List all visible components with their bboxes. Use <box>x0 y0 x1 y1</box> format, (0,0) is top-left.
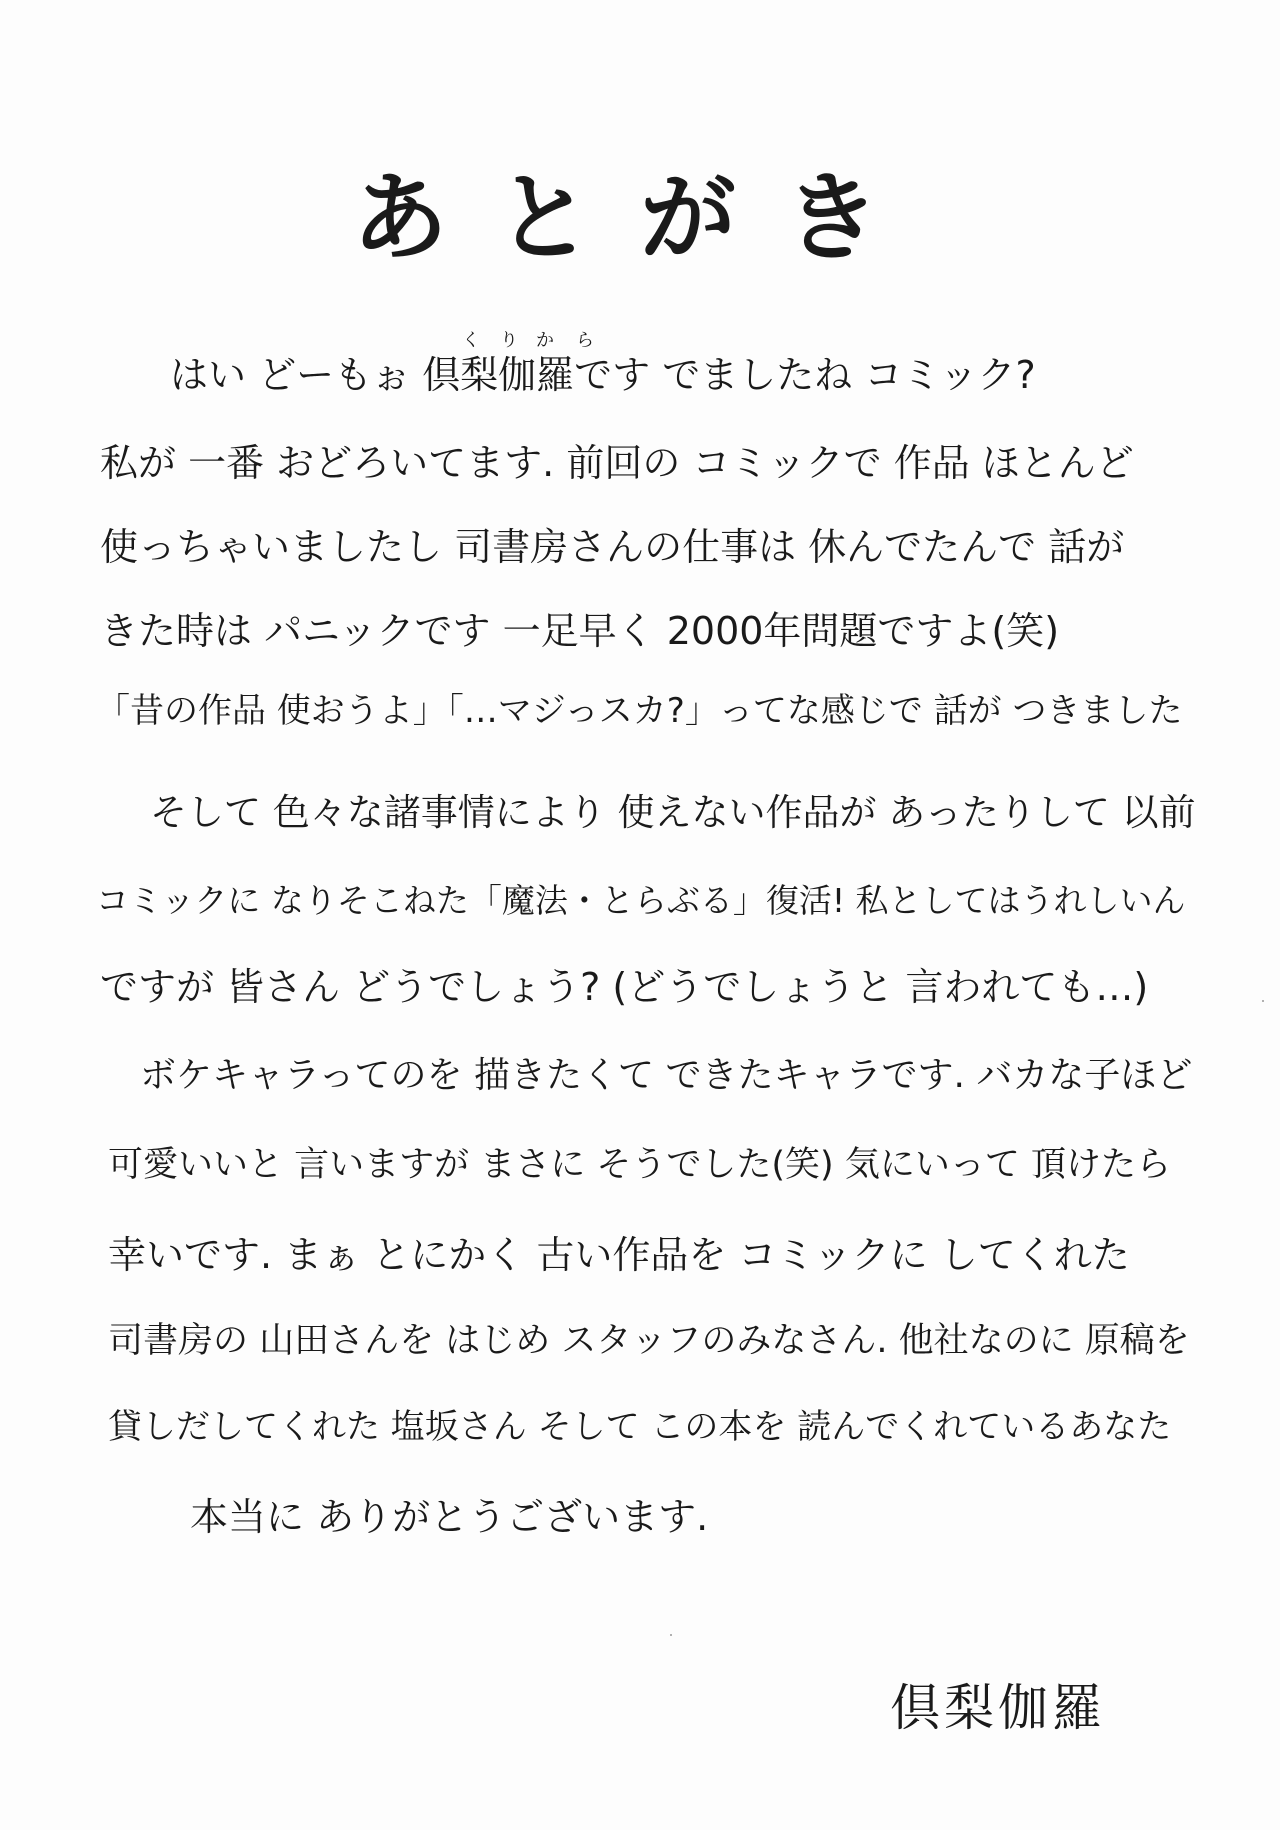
text-line: 可愛いいと 言いますが まさに そうでした(笑) 気にいって 頂けたら <box>108 1145 1171 1185</box>
text-line: ボケキャラってのを 描きたくて できたキャラです. バカな子ほど <box>140 1055 1193 1096</box>
furigana-ra: ら <box>576 330 594 351</box>
scan-speck <box>1262 1000 1264 1002</box>
text-line: はい どーもぉ 倶梨伽羅です でましたね コミック? <box>170 353 1036 397</box>
page-title: あとがき <box>352 162 928 274</box>
furigana-ku: く <box>462 330 480 351</box>
furigana-ka: か <box>536 330 554 351</box>
text-line: 貸しだしてくれた 塩坂さん そして この本を 読んでくれているあなた <box>108 1407 1172 1447</box>
text-line: ですが 皆さん どうでしょう? (どうでしょうと 言われても…) <box>100 965 1149 1009</box>
text-line: 司書房の 山田さんを はじめ スタッフのみなさん. 他社なのに 原稿を <box>108 1321 1190 1361</box>
text-line: そして 色々な諸事情により 使えない作品が あったりして 以前 <box>150 791 1196 834</box>
text-line: 使っちゃいましたし 司書房さんの仕事は 休んでたんで 話が <box>100 525 1125 569</box>
text-line: 本当に ありがとうございます. <box>190 1495 709 1539</box>
text-line: 幸いです. まぁ とにかく 古い作品を コミックに してくれた <box>108 1233 1130 1277</box>
scan-speck <box>670 1634 672 1636</box>
furigana-ri: り <box>500 330 518 351</box>
author-signature: 倶梨伽羅 <box>890 1679 1106 1737</box>
text-line: 「昔の作品 使おうよ」「…マジっスカ?」ってな感じで 話が つきました <box>96 691 1183 731</box>
text-line: コミックに なりそこねた「魔法・とらぶる」復活! 私としてはうれしいん <box>96 881 1186 920</box>
text-line: きた時は パニックです 一足早く 2000年問題ですよ(笑) <box>100 609 1060 653</box>
text-line: 私が 一番 おどろいてます. 前回の コミックで 作品 ほとんど <box>100 441 1134 485</box>
